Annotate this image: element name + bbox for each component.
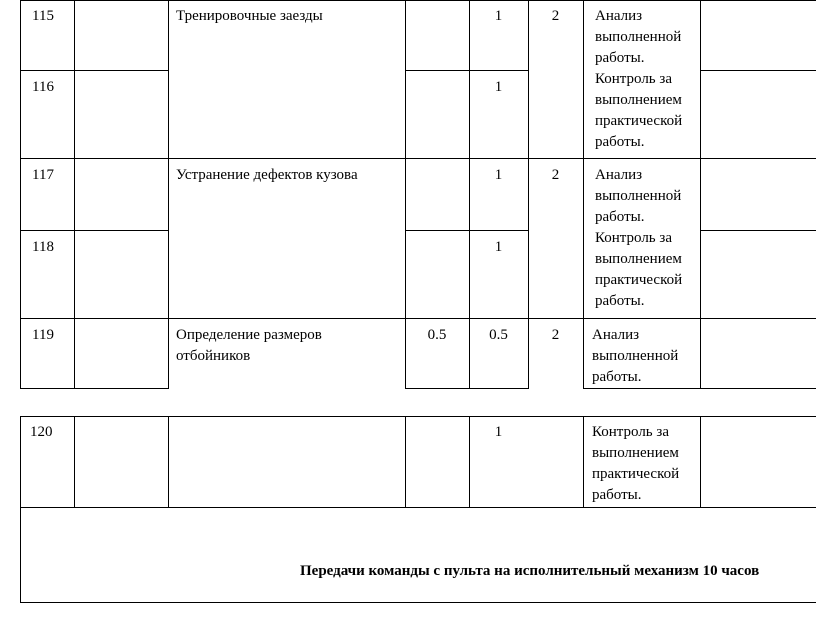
row-119-theory: 0.5: [427, 327, 447, 343]
control-a: Анализ выполненной работы. Контроль за выполнением практической работы.: [595, 8, 683, 150]
control-b: Анализ выполненной работы. Контроль за выполнением практической работы.: [595, 167, 683, 309]
row-115-topic: Тренировочные заезды: [176, 8, 323, 24]
row-117-practice: 1: [494, 167, 503, 183]
row-119-topic: Определение размеров отбойников: [176, 327, 322, 364]
row-120-practice: 1: [494, 424, 503, 440]
row-119-practice: 0.5: [489, 327, 508, 343]
row-116-number: 116: [32, 79, 54, 95]
row-116-practice: 1: [494, 79, 503, 95]
row-118-practice: 1: [494, 239, 503, 255]
row-117-number: 117: [32, 167, 54, 183]
control-d: Контроль за выполнением практической работы.: [592, 424, 680, 503]
row-115-total: 2: [551, 8, 560, 24]
row-119-number: 119: [32, 327, 54, 343]
row-118-number: 118: [32, 239, 54, 255]
row-117-total: 2: [551, 167, 560, 183]
row-120-number: 120: [30, 424, 53, 440]
row-119-total: 2: [551, 327, 560, 343]
row-117-topic: Устранение дефектов кузова: [176, 167, 358, 183]
section-heading: Передачи команды с пульта на исполнительный механизм 10 часов: [300, 563, 760, 579]
control-c: Анализ выполненной работы.: [592, 327, 679, 385]
row-115-number: 115: [32, 8, 54, 24]
row-115-practice: 1: [494, 8, 503, 24]
